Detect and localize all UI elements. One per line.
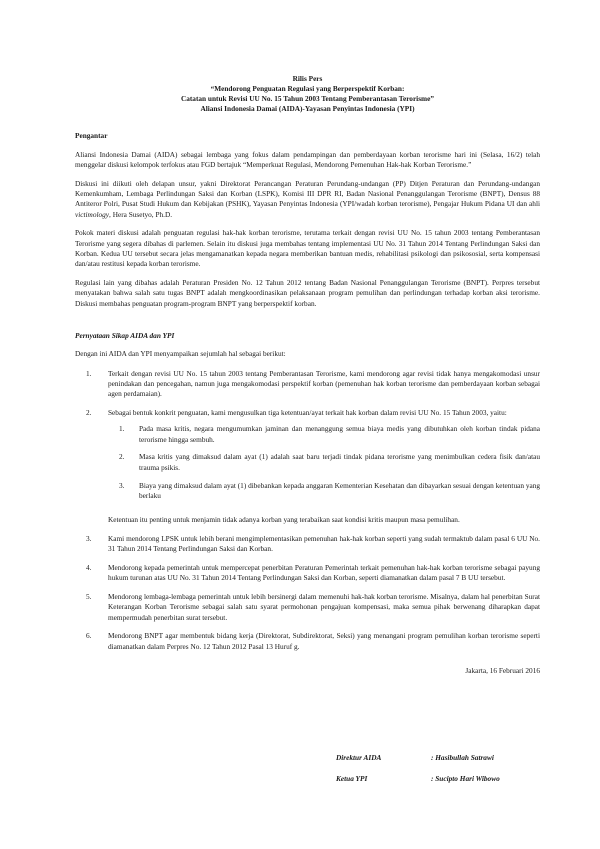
list-item-number: 6.	[86, 631, 92, 641]
intro-paragraph-2	[75, 179, 540, 220]
list-item-text: Sebagai bentuk konkrit penguatan, kami mengusulkan tiga ketentuan/ayat terkait hak korban dalam revisi UU No. 15 Tahun 2003, yaitu:	[108, 408, 507, 418]
signature-director	[336, 753, 494, 763]
document-header	[75, 74, 540, 114]
sub-item-text: Masa kritis yang dimaksud dalam ayat (1) adalah saat baru terjadi tindak pidana terorisme yang menimbulkan cedera fisik dan/atau trauma psikis.	[139, 452, 540, 472]
doc-type-title: Rilis Pers	[292, 74, 323, 83]
sub-list-item	[108, 424, 540, 445]
stance-note: Ketentuan itu penting untuk menjamin tidak adanya korban yang terabaikan saat kondisi kritis maupun masa pemulihan.	[108, 514, 460, 524]
stance-list-continued	[75, 534, 540, 652]
signature-chair	[336, 774, 500, 784]
sub-item-number: 1.	[119, 424, 125, 434]
intro-paragraph-2-tail: , Hera Susetyo, Ph.D.	[109, 209, 173, 219]
signatory-name: : Hasibullah Satrawi	[431, 753, 494, 762]
headline-line-1: “Mendorong Penguatan Regulasi yang Berperspektif Korban:	[210, 84, 405, 94]
sub-item-number: 2.	[119, 452, 125, 462]
release-date: Jakarta, 16 Februari 2016	[465, 666, 540, 676]
list-item-number: 3.	[86, 533, 92, 543]
signatory-name: : Sucipto Hari Wibowo	[431, 774, 500, 783]
list-item	[75, 534, 540, 555]
stance-list	[75, 369, 540, 509]
list-item-number: 1.	[86, 368, 92, 378]
intro-heading: Pengantar	[75, 131, 108, 141]
intro-paragraph-3: Pokok materi diskusi adalah penguatan regulasi hak-hak korban terorisme, terutama terkait dengan revisi UU No. 15 tahun 2003 tentang Pemberantasan Terorisme yang segera dibahas di parlemen. Selain itu diskusi juga membahas tentang implementasi UU No. 31 Tahun 2014 Tentang Perlindungan Saksi dan Korban. Kedua UU tersebut secara jelas mengamanatkan kepada negara memberikan bantuan medis, rehabilitasi psikologi dan psikososial, serta kompensasi dan/atau restitusi kepada korban terorisme.	[75, 228, 540, 269]
stance-intro: Dengan ini AIDA dan YPI menyampaikan sejumlah hal sebagai berikut:	[75, 349, 286, 359]
intro-paragraph-1: Aliansi Indonesia Damai (AIDA) sebagai lembaga yang fokus dalam pendampingan dan pemberdayaan korban terorisme hari ini (Selasa, 16/2) telah menggelar diskusi kelompok terfokus atau FGD bertajuk “Memperkuat Regulasi, Mendorong Pemenuhan Hak-hak Korban Terorisme.”	[75, 149, 540, 169]
sub-list	[108, 424, 540, 501]
list-item-text: Mendorong lembaga-lembaga pemerintah untuk lebih bersinergi dalam memenuhi hak-hak korban terorisme. Misalnya, dalam hal penerbitan Surat Keterangan Korban Terorisme sebagai salah satu syarat permohonan pengajuan kompensasi, maka semua pihak berwenang diharapkan dapat mempermudah penerbitan surat tersebut.	[108, 592, 540, 622]
headline-line-2: Catatan untuk Revisi UU No. 15 Tahun 2003 Tentang Pemberantasan Terorisme”	[180, 94, 435, 104]
sub-item-text: Biaya yang dimaksud dalam ayat (1) dibebankan kepada anggaran Kementerian Kesehatan dan dibayarkan sesuai dengan ketentuan yang berlaku	[139, 480, 540, 500]
sub-item-number: 3.	[119, 480, 125, 490]
list-item-body	[108, 408, 540, 509]
list-item-text: Kami mendorong LPSK untuk lebih berani mengimplementasikan pemenuhan hak-hak korban seperti yang sudah termaktub dalam pasal 6 UU No. 31 Tahun 2014 Tentang Perlindungan Saksi dan Korban.	[108, 533, 540, 554]
sub-item-text: Pada masa kritis, negara mengumumkan jaminan dan menanggung semua biaya medis yang dibutuhkan oleh korban tindak pidana terorisme hingga sembuh.	[139, 424, 540, 444]
list-item-number: 2.	[86, 408, 92, 418]
sub-list-item	[108, 481, 540, 502]
intro-paragraph-2-emphasis: victimology	[75, 209, 110, 219]
list-item	[75, 408, 540, 509]
stance-heading: Pernyataan Sikap AIDA dan YPI	[75, 331, 175, 341]
list-item-number: 4.	[86, 562, 92, 572]
intro-paragraph-4: Regulasi lain yang dibahas adalah Peraturan Presiden No. 12 Tahun 2012 tentang Badan Nasional Penanggulangan Terorisme (BNPT). Perpres tersebut menyatakan bahwa salah satu tugas BNPT adalah mengkoordinasikan pelaksanaan program pemulihan dan perlindungan terhadap korban aksi terorisme. Diskusi membahas penguatan program-program BNPT yang berperspektif korban.	[75, 278, 540, 308]
intro-paragraph-2-text: Diskusi ini diikuti oleh delapan unsur, yakni Direktorat Perancangan Peraturan Perundang-undangan (PP) Ditjen Peraturan dan Perundang-undangan Kemenkumham, Lembaga Perlindungan Saksi dan Korban (LSPK), Komisi III DPR RI, Badan Nasional Penanggulangan Terorisme (BNPT), Densus 88 Antiteror Polri, Pusat Studi Hukum dan Kebijakan (PSHK), Yayasan Penyintas Indonesia (YPI/wadah korban terorisme), Pengajar Hukum Pidana UI dan ahli	[75, 178, 540, 209]
list-item-text: Terkait dengan revisi UU No. 15 tahun 2003 tentang Pemberantasan Terorisme, kami mendorong agar revisi tidak hanya mengakomodasi unsur penindakan dan pencegahan, namun juga mengakomodasi perspektif korban (pemenuhan hak korban terorisme dan pemberdayaan korban sebagai agen perdamaian).	[108, 368, 540, 399]
signatory-role: Direktur AIDA	[336, 753, 382, 762]
headline-line-3: Aliansi Indonesia Damai (AIDA)-Yayasan Penyintas Indonesia (YPI)	[200, 104, 415, 114]
sub-list-item	[108, 452, 540, 473]
list-item	[75, 592, 540, 623]
signatory-role: Ketua YPI	[336, 774, 368, 783]
list-item-text: Mendorong kepada pemerintah untuk mempercepat penerbitan Peraturan Pemerintah terkait pemenuhan hak-hak korban terorisme sebagai payung hukum turunan atas UU No. 31 Tahun 2014 Tentang Perlindungan Saksi dan Korban, seperti diamanatkan dalam pasal 7 B UU tersebut.	[108, 562, 540, 583]
list-item	[75, 563, 540, 584]
list-item	[75, 369, 540, 400]
list-item	[75, 631, 540, 652]
list-item-text: Mendorong BNPT agar membentuk bidang kerja (Direktorat, Subdirektorat, Seksi) yang menangani program pemulihan korban terorisme seperti diamanatkan dalam Perpres No. 12 Tahun 2012 Pasal 13 Huruf g.	[108, 631, 540, 651]
list-item-number: 5.	[86, 592, 92, 602]
